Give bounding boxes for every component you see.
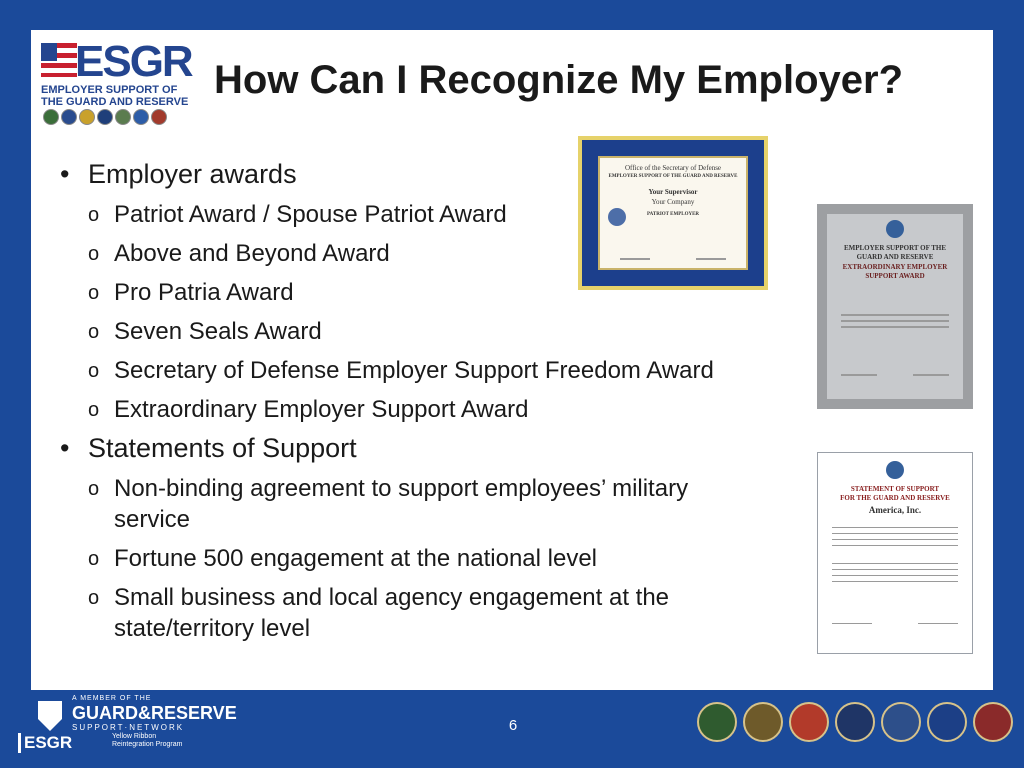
guard-seal-icon: [115, 109, 131, 125]
page-number: 6: [508, 717, 518, 734]
member-text: A MEMBER OF THE: [72, 695, 152, 702]
esgr-logo: [41, 37, 192, 123]
army-seal-icon: [43, 109, 59, 125]
army-national-guard-seal-icon: [697, 702, 737, 742]
text-line: [832, 545, 958, 546]
text-line: [841, 326, 949, 328]
signature-line: [913, 374, 949, 376]
army-reserve-seal-icon: [743, 702, 783, 742]
dod-seal-icon: [886, 220, 904, 238]
sub-bullet: o Seven Seals Award: [88, 318, 322, 345]
signature-line: [832, 623, 872, 624]
service-seals: [697, 702, 1013, 742]
certificate-plaque: [827, 214, 963, 399]
sub-bullet: o Secretary of Defense Employer Support Freedom Award: [88, 357, 714, 384]
footer-esgr: ESGR: [18, 733, 72, 753]
yrrp-text: Yellow Ribbon Reintegration Program: [112, 733, 183, 748]
logo-seals: [43, 109, 167, 125]
text-line: [832, 563, 958, 564]
sub-bullet: o Above and Beyond Award: [88, 240, 390, 267]
sub-bullet: o Extraordinary Employer Support Award: [88, 396, 529, 423]
guard-reserve-network-logo: [14, 695, 237, 757]
logo-tagline-2: THE GUARD AND RESERVE: [41, 96, 189, 108]
coast-guard-seal-icon: [151, 109, 167, 125]
sub-bullet: o Pro Patria Award: [88, 279, 294, 306]
cert-line: SUPPORT AWARD: [865, 272, 925, 280]
navy-seal-icon: [79, 109, 95, 125]
signature-line: [696, 258, 726, 260]
cert-line: EMPLOYER SUPPORT OF THE GUARD AND RESERVE: [608, 174, 738, 179]
logo-letters: ESGR: [75, 37, 192, 86]
cert-award: PATRIOT EMPLOYER: [646, 212, 700, 217]
sub-bullet: o Fortune 500 engagement at the national level: [88, 545, 598, 572]
coast-guard-reserve-seal-icon: [973, 702, 1013, 742]
air-guard-seal-icon: [133, 109, 149, 125]
cert-supervisor: Your Supervisor: [648, 188, 698, 196]
sub-bullet: o Patriot Award / Spouse Patriot Award: [88, 201, 507, 228]
air-force-reserve-seal-icon: [927, 702, 967, 742]
navy-reserve-seal-icon: [835, 702, 875, 742]
cert-line: GUARD AND RESERVE: [856, 253, 934, 261]
bullet-statements-of-support: • Statements of Support: [60, 433, 357, 463]
bullet-employer-awards: • Employer awards: [60, 159, 297, 189]
text-line: [841, 314, 949, 316]
signature-line: [620, 258, 650, 260]
text-line: [832, 581, 958, 582]
marine-seal-icon: [61, 109, 77, 125]
statement-of-support-image: [817, 452, 973, 654]
cert-line: Office of the Secretary of Defense: [624, 164, 722, 172]
cert-line: EMPLOYER SUPPORT OF THE: [843, 244, 947, 252]
text-line: [832, 533, 958, 534]
certificate-paper: [598, 156, 748, 270]
signature-line: [841, 374, 877, 376]
extraordinary-award-certificate-image: [817, 204, 973, 409]
signature-line: [918, 623, 958, 624]
text-line: [832, 575, 958, 576]
text-line: [832, 527, 958, 528]
cert-line: FOR THE GUARD AND RESERVE: [840, 494, 950, 502]
text-line: [832, 539, 958, 540]
patriot-award-certificate-image: [578, 136, 768, 290]
dod-seal-icon: [608, 208, 626, 226]
shield-icon: [38, 701, 62, 731]
slide-title: How Can I Recognize My Employer?: [214, 58, 904, 102]
cert-company: America, Inc.: [868, 505, 922, 515]
marine-corps-reserve-seal-icon: [789, 702, 829, 742]
cert-line: EXTRAORDINARY EMPLOYER: [842, 263, 948, 271]
sub-bullet: o Non-binding agreement to support employees’ military service: [88, 475, 689, 533]
sub-bullet: o Small business and local agency engagement at the state/territory level: [88, 584, 670, 642]
logo-tagline-1: EMPLOYER SUPPORT OF: [41, 84, 178, 96]
dod-seal-icon: [886, 461, 904, 479]
cert-company: Your Company: [651, 198, 695, 206]
network-sub: SUPPORT·NETWORK: [72, 723, 185, 732]
cert-line: STATEMENT OF SUPPORT: [850, 485, 940, 493]
flag-icon: [41, 43, 77, 77]
air-national-guard-seal-icon: [881, 702, 921, 742]
network-name: GUARD&RESERVE: [72, 703, 237, 723]
text-line: [841, 320, 949, 322]
airforce-seal-icon: [97, 109, 113, 125]
text-line: [832, 569, 958, 570]
